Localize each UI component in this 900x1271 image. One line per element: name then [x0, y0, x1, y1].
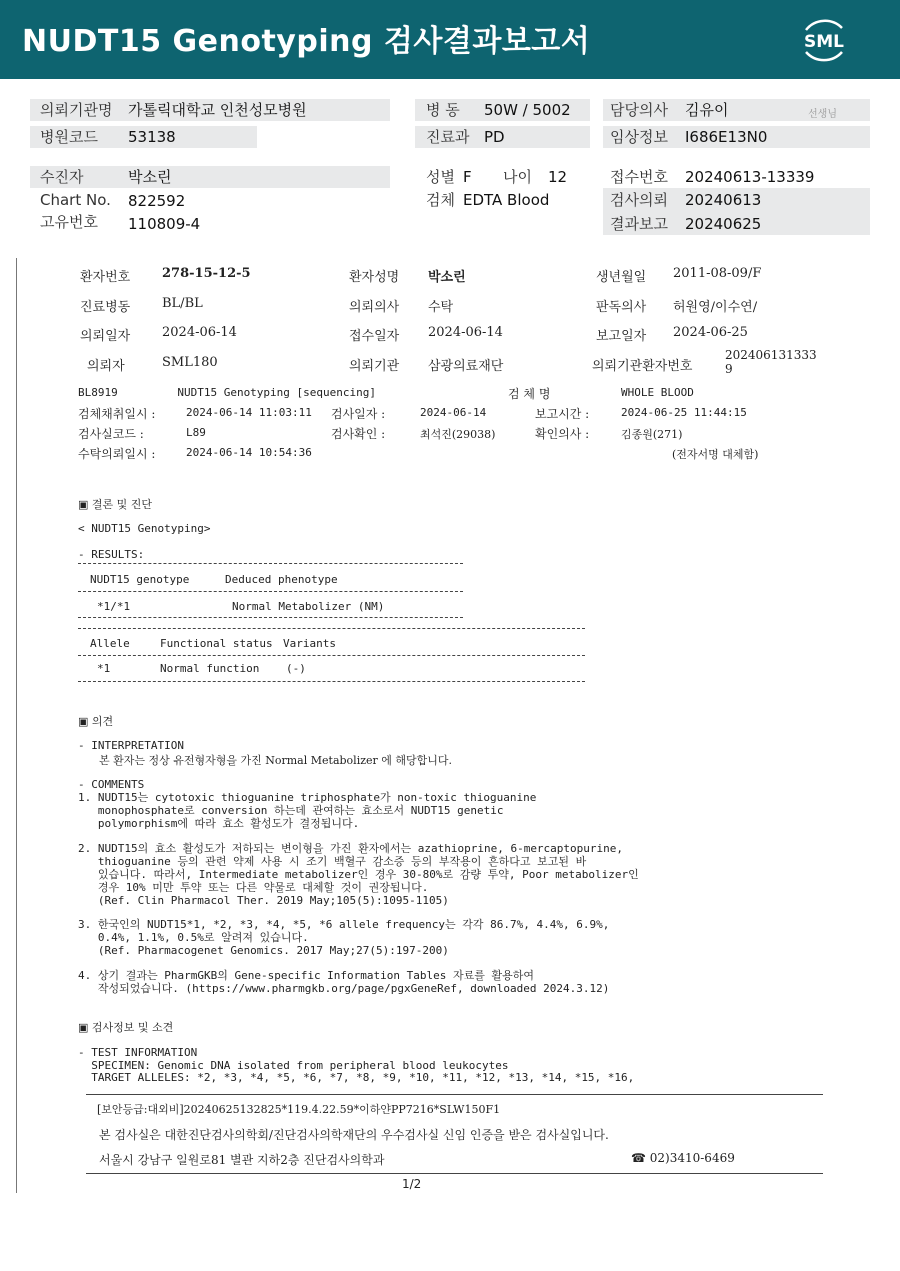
test-confirm-label: 검사확인 :	[331, 427, 386, 441]
specimen-value: EDTA Blood	[463, 191, 550, 209]
testinfo-specimen: SPECIMEN: Genomic DNA isolated from peripheral blood leukocytes	[78, 1059, 509, 1072]
recv-date-value: 2024-06-14	[428, 325, 503, 340]
sml-logo	[798, 14, 850, 66]
specimen-label: 검체	[426, 191, 455, 209]
table-rule	[78, 655, 585, 656]
req-date-value: 2024-06-14	[162, 325, 237, 340]
interpretation-title: - INTERPRETATION	[78, 739, 184, 752]
report-time-label: 보고시간 :	[535, 407, 590, 421]
patient-value: 박소린	[128, 168, 172, 186]
table1-header-genotype: NUDT15 genotype	[90, 573, 190, 586]
comment-3-line-1: 3. 한국인의 NUDT15*1, *2, *3, *4, *5, *6 allele frequency는 각각 86.7%, 4.4%, 6.9%,	[78, 918, 610, 931]
report-value: 20240625	[685, 215, 762, 233]
collect-label: 검체채취일시 :	[78, 407, 156, 421]
req-doctor-label: 의뢰의사	[349, 300, 400, 315]
table-rule	[78, 617, 463, 618]
interpretation-text: 본 환자는 정상 유전형자형을 가진 Normal Metabolizer 에 해당합니다.	[99, 754, 453, 767]
lab-code-label: 검사실코드 :	[78, 427, 144, 441]
table-rule	[78, 563, 463, 564]
table-rule	[78, 591, 463, 592]
testinfo-title: - TEST INFORMATION	[78, 1046, 198, 1059]
comment-3-line-2: 0.4%, 1.1%, 0.5%로 알려져 있습니다.	[78, 931, 309, 944]
comment-2-line-1: 2. NUDT15의 효소 활성도가 저하되는 변이형을 가진 환자에서는 azathioprine, 6-mercaptopurine,	[78, 842, 624, 855]
receipt-value: 20240613-13339	[685, 168, 815, 186]
test-name: < NUDT15 Genotyping>	[78, 522, 211, 535]
req-date-label: 의뢰일자	[80, 329, 131, 344]
specimen-name-value: WHOLE BLOOD	[621, 386, 694, 399]
footer-rule-bottom	[86, 1173, 823, 1174]
request-value: 20240613	[685, 191, 762, 209]
ward-value: 50W / 5002	[484, 101, 571, 119]
logo-text: SML	[804, 32, 844, 52]
report-date-label: 보고일자	[596, 329, 647, 344]
table1-cell-genotype: *1/*1	[97, 600, 131, 613]
dept-value: PD	[484, 128, 505, 146]
table2-cell-allele: *1	[97, 662, 111, 675]
page-number: 1/2	[402, 1177, 422, 1191]
inst-patient-label: 의뢰기관환자번호	[592, 359, 693, 374]
section-opinion-title: ▣ 의견	[78, 715, 114, 728]
unique-label: 고유번호	[40, 213, 98, 231]
dob-label: 생년월일	[596, 270, 647, 285]
ward-label-2: 진료병동	[80, 300, 131, 315]
report-title: NUDT15 Genotyping 검사결과보고서	[22, 24, 591, 59]
table2-header-allele: Allele	[90, 637, 130, 650]
inst-patient-value-2: 9	[725, 362, 733, 376]
page-margin-line	[16, 258, 17, 1193]
comment-1-line-3: polymorphism에 따라 효소 활성도가 결정됩니다.	[78, 817, 360, 830]
comment-4-line-1: 4. 상기 결과는 PharmGKB의 Gene-specific Information Tables 자료를 활용하여	[78, 969, 535, 982]
req-inst-value: 삼광의료재단	[428, 359, 504, 374]
request-label: 검사의뢰	[610, 191, 668, 209]
sex-value: F	[463, 168, 472, 186]
comment-3-line-3: (Ref. Pharmacogenet Genomics. 2017 May;27(5):197-200)	[78, 944, 449, 957]
institution-value: 가톨릭대학교 인천성모병원	[128, 101, 307, 119]
doctor-value: 김유이	[685, 101, 729, 119]
table1-cell-phenotype: Normal Metabolizer (NM)	[232, 600, 385, 613]
test-confirm-value: 최석진(29038)	[420, 428, 496, 441]
table-rule	[78, 628, 585, 629]
clinical-value: I686E13N0	[685, 128, 768, 146]
report-time-value: 2024-06-25 11:44:15	[621, 406, 747, 419]
comment-2-line-3: 있습니다. 따라서, Intermediate metabolizer인 경우 30-80%로 감량 투약, Poor metabolizer인	[78, 868, 639, 881]
doctor-suffix: 선생님	[808, 109, 837, 120]
address-line: 서울시 강남구 일원로81 별관 지하2층 진단검사의학과	[99, 1153, 385, 1167]
comment-1-line-2: monophosphate로 conversion 하는데 관여하는 효소로서 NUDT15 genetic	[78, 804, 504, 817]
req-doctor-value: 수탁	[428, 300, 454, 315]
hospital-code-label: 병원코드	[40, 128, 98, 146]
reader-label: 판독의사	[596, 300, 647, 315]
collect-value: 2024-06-14 11:03:11	[186, 406, 312, 419]
section-conclusion-title: ▣ 결론 및 진단	[78, 498, 153, 511]
table2-cell-function: Normal function	[160, 662, 260, 675]
institution-label: 의뢰기관명	[40, 101, 113, 119]
dept-label: 진료과	[426, 128, 470, 146]
patient-name-label: 환자성명	[349, 270, 400, 285]
testinfo-target-alleles: TARGET ALLELES: *2, *3, *4, *5, *6, *7, *8, *9, *10, *11, *12, *13, *14, *15, *16,	[78, 1071, 635, 1084]
table1-header-phenotype: Deduced phenotype	[225, 573, 338, 586]
security-line: [보안등급:대외비]20240625132825*119.4.22.59*이하얀PP7216*SLW150F1	[97, 1103, 501, 1116]
requester-value: SML180	[162, 355, 218, 370]
age-label: 나이	[503, 168, 532, 186]
patient-label: 수진자	[40, 168, 84, 186]
confirm-doctor-label: 확인의사 :	[535, 427, 590, 441]
consign-label: 수탁의뢰일시 :	[78, 447, 156, 461]
table-rule	[78, 681, 585, 682]
results-title: - RESULTS:	[78, 548, 145, 561]
confirm-doctor-value: 김종원(271)	[621, 428, 683, 441]
hospital-code-value: 53138	[128, 128, 176, 146]
clinical-label: 임상정보	[610, 128, 668, 146]
specimen-name-label: 검 체 명	[508, 387, 551, 401]
comment-2-line-2: thioguanine 등의 관련 약제 사용 시 조기 백혈구 감소증 등의 부작용이 흔하다고 보고된 바	[78, 855, 587, 868]
ward-label: 병 동	[426, 101, 460, 119]
comment-4-line-2: 작성되었습니다. (https://www.pharmgkb.org/page/pgxGeneRef, downloaded 2024.3.12)	[78, 982, 610, 995]
consign-value: 2024-06-14 10:54:36	[186, 446, 312, 459]
age-value: 12	[548, 168, 568, 186]
receipt-label: 접수번호	[610, 168, 668, 186]
footer-rule-top	[86, 1094, 823, 1095]
inst-patient-value-1: 202406131333	[725, 348, 817, 362]
lab-code-value: L89	[186, 426, 206, 439]
comment-1-line-1: 1. NUDT15는 cytotoxic thioguanine triphosphate가 non-toxic thioguanine	[78, 791, 537, 804]
certification-line: 본 검사실은 대한진단검사의학회/진단검사의학재단의 우수검사실 신임 인증을 받은 검사실입니다.	[99, 1128, 609, 1142]
doctor-label: 담당의사	[610, 101, 668, 119]
report-label: 결과보고	[610, 215, 668, 233]
dob-value: 2011-08-09/F	[673, 266, 762, 281]
ward-value-2: BL/BL	[162, 296, 203, 311]
patient-no-label: 환자번호	[80, 270, 131, 285]
table2-header-function: Functional status	[160, 637, 273, 650]
report-header	[0, 0, 900, 79]
reader-value: 허원영/이수연/	[673, 300, 758, 315]
table2-cell-variants: (-)	[286, 662, 306, 675]
patient-no-value: 278-15-12-5	[162, 266, 251, 281]
comment-2-line-5: (Ref. Clin Pharmacol Ther. 2019 May;105(5):1095-1105)	[78, 894, 449, 907]
chart-label: Chart No.	[40, 191, 111, 209]
sex-label: 성별	[426, 168, 455, 186]
code-line: BL8919 NUDT15 Genotyping [sequencing]	[78, 386, 377, 399]
comment-2-line-4: 경우 10% 미만 투약 또는 다른 약물로 대체할 것이 권장됩니다.	[78, 881, 429, 894]
report-date-value: 2024-06-25	[673, 325, 748, 340]
patient-name-value: 박소린	[428, 270, 466, 285]
test-date-label: 검사일자 :	[331, 407, 386, 421]
requester-label: 의뢰자	[87, 359, 125, 374]
phone-line: ☎ 02)3410-6469	[631, 1151, 735, 1165]
field-bg	[30, 166, 390, 188]
chart-value: 822592	[128, 192, 186, 210]
esign-note: (전자서명 대체함)	[672, 448, 759, 461]
recv-date-label: 접수일자	[349, 329, 400, 344]
section-testinfo-title: ▣ 검사정보 및 소견	[78, 1021, 174, 1034]
req-inst-label: 의뢰기관	[349, 359, 400, 374]
unique-value: 110809-4	[128, 215, 201, 233]
table2-header-variants: Variants	[283, 637, 336, 650]
comments-title: - COMMENTS	[78, 778, 145, 791]
test-date-value: 2024-06-14	[420, 406, 487, 419]
